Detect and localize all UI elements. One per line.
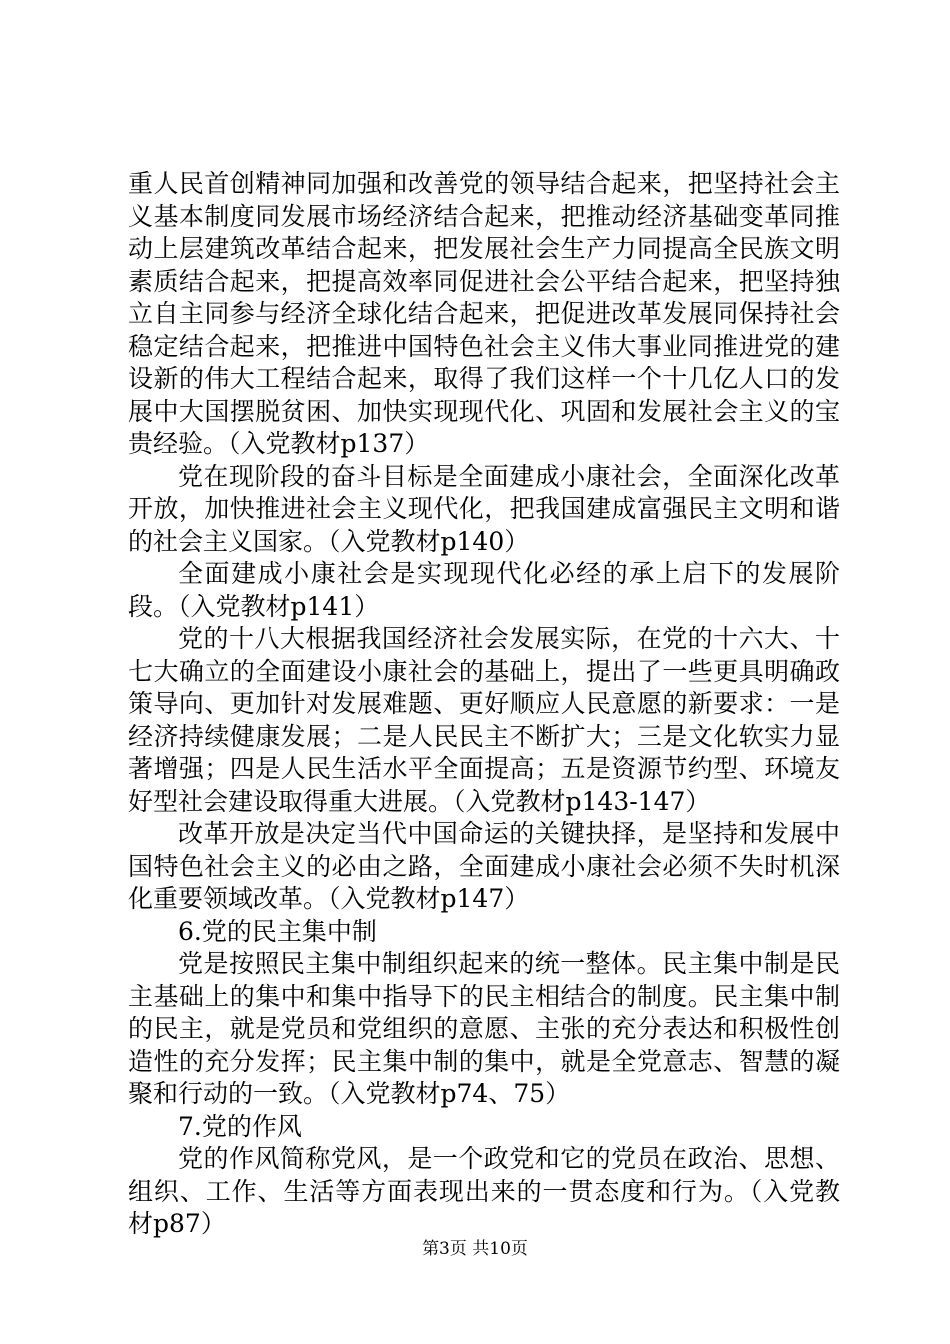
section-heading-party-style: 7.党的作风 xyxy=(178,1111,302,1141)
document-body xyxy=(128,168,840,1241)
section-heading-democratic-centralism: 6.党的民主集中制 xyxy=(178,916,377,946)
paragraph-goal: 党在现阶段的奋斗目标是全面建成小康社会，全面深化改革开放，加快推进社会主义现代化，把我国建成富强民主文明和谐的社会主义国家。（入党教材p140） xyxy=(128,461,840,556)
paragraph-democratic-centralism: 党是按照民主集中制组织起来的统一整体。民主集中制是民主基础上的集中和集中指导下的民主相结合的制度。民主集中制的民主，就是党员和党组织的意愿、主张的充分表达和积极性创造性的充分发挥；民主集中制的集中，就是全党意志、智慧的凝聚和行动的一致。（入党教材p74、75） xyxy=(128,949,840,1108)
paragraph-continued: 重人民首创精神同加强和改善党的领导结合起来，把坚持社会主义基本制度同发展市场经济结合起来，把推动经济基础变革同推动上层建筑改革结合起来，把发展社会生产力同提高全民族文明素质结合起来，把提高效率同促进社会公平结合起来，把坚持独立自主同参与经济全球化结合起来，把促进改革发展同保持社会稳定结合起来，把推进中国特色社会主义伟大事业同推进党的建设新的伟大工程结合起来，取得了我们这样一个十几亿人口的发展中大国摆脱贫困、加快实现现代化、巩固和发展社会主义的宝贵经验。（入党教材p137） xyxy=(128,169,840,458)
paragraph-reform-opening: 改革开放是决定当代中国命运的关键抉择，是坚持和发展中国特色社会主义的必由之路，全面建成小康社会必须不失时机深化重要领域改革。（入党教材p147） xyxy=(128,819,840,913)
paragraph-xiaokang-stage: 全面建成小康社会是实现现代化必经的承上启下的发展阶段。（入党教材p141） xyxy=(128,559,840,621)
paragraph-party-style: 党的作风简称党风，是一个政党和它的党员在政治、思想、组织、工作、生活等方面表现出来的一贯态度和行为。（入党教材p87） xyxy=(128,1144,840,1238)
paragraph-eighteenth-congress: 党的十八大根据我国经济社会发展实际，在党的十六大、十七大确立的全面建设小康社会的基础上，提出了一些更具明确政策导向、更加针对发展难题、更好顺应人民意愿的新要求：一是经济持续健康发展；二是人民民主不断扩大；三是文化软实力显著增强；四是人民生活水平全面提高；五是资源节约型、环境友好型社会建设取得重大进展。（入党教材p143-147） xyxy=(128,624,840,816)
page-footer: 第3页 共10页 xyxy=(422,1239,528,1259)
